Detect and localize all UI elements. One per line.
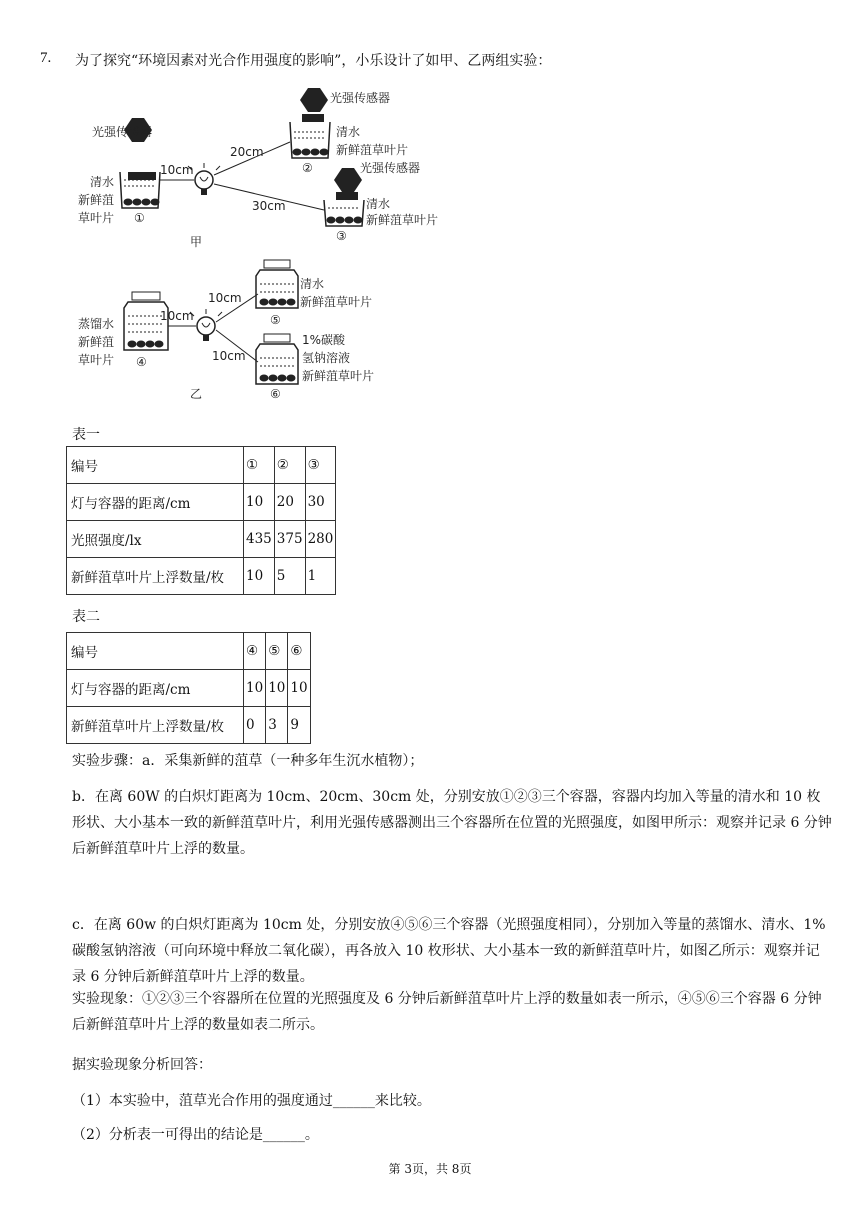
caption-jia: 甲	[190, 235, 203, 249]
label-nahco3-2: 氢钠溶液	[302, 351, 351, 365]
label-water-5: 清水	[300, 277, 325, 291]
paragraph-step-c: c．在离 60w 的白炽灯距离为 10cm 处，分别安放④⑤⑥三个容器（光照强度相同），分别加入等量的蒸馏水、清水、1%碳酸氢钠溶液（可向环境中释放二氧化碳），再各放入 10 枚形状、大小基本一致的新鲜菹草叶片，如图乙所示：观察并记录 6 分钟后新鲜菹草叶片上浮的数量。	[72, 917, 826, 985]
label-leaf-4b: 草叶片	[78, 353, 115, 367]
dist-2: 20cm	[230, 145, 264, 159]
label-leaf-1b: 草叶片	[78, 211, 115, 225]
label-leaf-1a: 新鲜菹	[78, 193, 115, 207]
table-cell: ②	[274, 447, 305, 484]
table-cell: 10	[266, 670, 288, 707]
table-cell: 编号	[67, 447, 244, 484]
table-row	[67, 521, 336, 558]
table-cell: ③	[305, 447, 336, 484]
table-row	[67, 633, 311, 670]
label-sensor-1: 光强传感器	[92, 125, 153, 139]
container-6	[256, 334, 298, 384]
table-cell: 10	[288, 670, 310, 707]
dist-5: 10cm	[208, 291, 242, 305]
experiment-diagram	[72, 80, 472, 415]
table1-title: 表一	[72, 427, 100, 443]
dist-6: 10cm	[212, 349, 246, 363]
table-cell: 新鲜菹草叶片上浮数量/枚	[67, 707, 244, 744]
sub-question-2: （2）分析表一可得出的结论是______。	[72, 1127, 319, 1143]
label-leaf-6: 新鲜菹草叶片	[302, 369, 375, 383]
num-5: ⑤	[270, 313, 281, 327]
label-water-3: 清水	[366, 197, 391, 211]
paragraph-step-a: 实验步骤：a．采集新鲜的菹草（一种多年生沉水植物）；	[72, 753, 424, 769]
container-5	[256, 260, 298, 308]
label-water-2: 清水	[336, 125, 361, 139]
paragraph-analysis: 据实验现象分析回答：	[72, 1057, 212, 1073]
label-leaf-5: 新鲜菹草叶片	[300, 295, 373, 309]
dist-1: 10cm	[160, 163, 194, 177]
table-cell: 编号	[67, 633, 244, 670]
label-distilled: 蒸馏水	[78, 317, 115, 331]
table-cell: 10	[244, 558, 275, 595]
num-2: ②	[302, 161, 313, 175]
num-1: ①	[134, 211, 145, 225]
table-cell: ①	[244, 447, 275, 484]
table2-title: 表二	[72, 609, 100, 625]
table-cell: 20	[274, 484, 305, 521]
table2	[66, 632, 311, 744]
table-cell: 光照强度/lx	[67, 521, 244, 558]
table-cell: 9	[288, 707, 310, 744]
table-cell: 435	[244, 521, 275, 558]
table-row	[67, 707, 311, 744]
table-cell: 0	[244, 707, 266, 744]
table-cell: 5	[274, 558, 305, 595]
label-sensor-3: 光强传感器	[360, 161, 421, 175]
table-row	[67, 670, 311, 707]
table-cell: ④	[244, 633, 266, 670]
table-cell: 280	[305, 521, 336, 558]
table-cell: ⑤	[266, 633, 288, 670]
table-row	[67, 558, 336, 595]
page-footer: 第 3页，共 8页	[388, 1162, 472, 1176]
label-leaf-2: 新鲜菹草叶片	[336, 143, 409, 157]
container-3	[324, 168, 364, 226]
table-cell: 新鲜菹草叶片上浮数量/枚	[67, 558, 244, 595]
label-leaf-3: 新鲜菹草叶片	[366, 213, 439, 227]
label-nahco3-1: 1%碳酸	[302, 333, 346, 347]
dist-3: 30cm	[252, 199, 286, 213]
num-6: ⑥	[270, 387, 281, 401]
label-leaf-4a: 新鲜菹	[78, 335, 115, 349]
sensor-1-base	[128, 172, 156, 180]
table-cell: 1	[305, 558, 336, 595]
paragraph-step-b: b．在离 60W 的白炽灯距离为 10cm、20cm、30cm 处，分别安放①②③三个容器，容器内均加入等量的清水和 10 枚形状、大小基本一致的新鲜菹草叶片，利用光强传感器测出三个容器所在位置的光照强度，如图甲所示：观察并记录 6 分钟后新鲜菹草叶片上浮的数量。	[72, 789, 832, 857]
container-2	[290, 88, 330, 158]
table-cell: 10	[244, 670, 266, 707]
caption-yi: 乙	[190, 387, 203, 401]
num-4: ④	[136, 355, 147, 369]
label-water-1: 清水	[90, 175, 115, 189]
question-stem: 为了探究“环境因素对光合作用强度的影响”，小乐设计了如甲、乙两组实验：	[75, 53, 552, 69]
table-cell: 30	[305, 484, 336, 521]
table-row	[67, 484, 336, 521]
sub-question-1: （1）本实验中，菹草光合作用的强度通过______来比较。	[72, 1093, 431, 1109]
table-cell: 10	[244, 484, 275, 521]
table-cell: 灯与容器的距离/cm	[67, 670, 244, 707]
table-cell: 3	[266, 707, 288, 744]
table-row	[67, 447, 336, 484]
question-number: 7.	[40, 50, 52, 66]
table-cell: 灯与容器的距离/cm	[67, 484, 244, 521]
num-3: ③	[336, 229, 347, 243]
table-cell: ⑥	[288, 633, 310, 670]
dist-4: 10cm	[160, 309, 194, 323]
label-sensor-2: 光强传感器	[330, 91, 391, 105]
table-cell: 375	[274, 521, 305, 558]
paragraph-phenomenon: 实验现象：①②③三个容器所在位置的光照强度及 6 分钟后新鲜菹草叶片上浮的数量如表一所示，④⑤⑥三个容器 6 分钟后新鲜菹草叶片上浮的数量如表二所示。	[72, 991, 822, 1033]
table1	[66, 446, 336, 595]
